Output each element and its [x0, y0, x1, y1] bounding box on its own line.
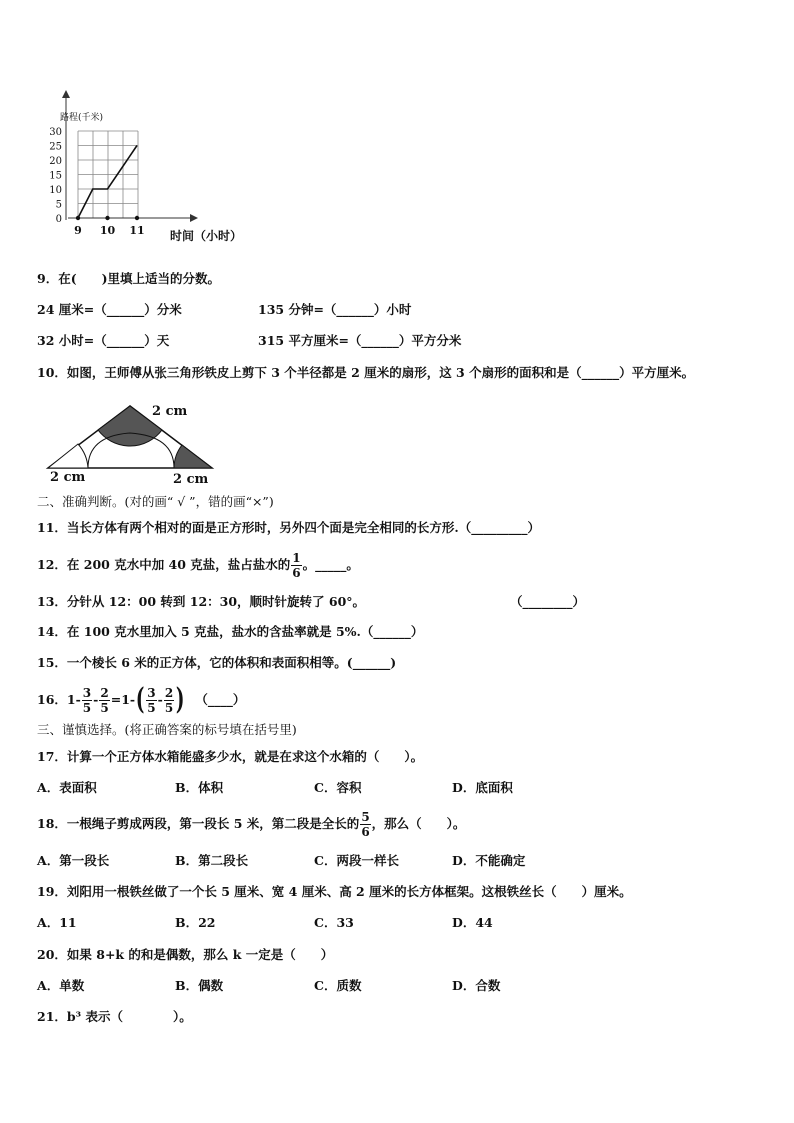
fraction-5-6	[360, 810, 370, 839]
question-18-option-c: C．两段一样长	[314, 853, 399, 868]
question-16	[37, 682, 245, 718]
y-tick-label: 30	[49, 127, 62, 138]
figure-label-right: 2 cm	[173, 472, 209, 486]
question-18-tail: ，那么（ ）。	[371, 816, 466, 831]
fraction-numerator: 1	[292, 550, 301, 565]
question-12-blank: 。_____。	[302, 557, 359, 572]
x-tick-label: 9	[74, 224, 82, 237]
question-17: 17．计算一个正方体水箱能盛多少水，就是在求这个水箱的（ ）。	[37, 749, 424, 764]
expr-minus-2: -	[157, 692, 163, 707]
question-19-option-d: D．44	[452, 915, 493, 930]
question-9-title: 9．在( )里填上适当的分数。	[37, 271, 221, 286]
question-16-blank: （____）	[195, 692, 246, 707]
figure-label-left: 2 cm	[50, 470, 86, 485]
x-axis-label: 时间（小时）	[170, 229, 243, 243]
x-tick-dot	[105, 216, 109, 220]
y-tick-label: 25	[49, 141, 62, 153]
x-tick-dot	[135, 216, 139, 220]
question-19-option-b: B．22	[175, 915, 216, 930]
y-tick-label: 15	[49, 170, 62, 182]
question-11: 11．当长方体有两个相对的面是正方形时，另外四个面是完全相同的长方形.（_________）	[37, 520, 540, 535]
question-16-label: 16．	[37, 692, 67, 707]
right-paren: )	[176, 682, 185, 717]
question-14: 14．在 100 克水里加入 5 克盐，盐水的含盐率就是 5%.（______）	[37, 624, 424, 639]
question-17-option-c: C．容积	[314, 780, 362, 795]
expr-minus: -	[93, 692, 99, 707]
frac-b-num: 2	[100, 685, 109, 700]
question-18-option-d: D．不能确定	[452, 853, 526, 868]
question-17-option-d: D．底面积	[452, 780, 513, 795]
question-13: 13．分针从 12：00 转到 12：30，顺时针旋转了 60°。	[37, 594, 366, 609]
frac-a-den: 5	[82, 700, 92, 715]
frac-c-num: 3	[147, 685, 156, 700]
series-line	[78, 146, 137, 219]
question-9-item-3: 32 小时=（______）天	[37, 333, 170, 348]
fraction-numerator: 5	[361, 809, 370, 824]
question-10: 10．如图，王师傅从张三角形铁皮上剪下 3 个半径都是 2 厘米的扇形，这 3 个扇形的面积和是（______）平方厘米。	[37, 365, 695, 380]
frac-c-den: 5	[147, 700, 156, 715]
fraction-denominator: 6	[361, 824, 370, 839]
y-axis-label: 路程(千米)	[60, 113, 104, 123]
question-19-option-c: C．33	[314, 915, 354, 930]
figure-label-top: 2 cm	[152, 404, 188, 419]
question-17-option-b: B．体积	[175, 780, 224, 795]
expr-eq: =1-	[110, 692, 136, 707]
fraction-1-6	[291, 551, 301, 580]
expr-one: 1-	[66, 692, 81, 707]
question-17-option-a: A．表面积	[37, 780, 97, 795]
question-18-option-b: B．第二段长	[175, 853, 249, 868]
question-19-option-a: A．11	[37, 915, 77, 930]
question-18	[37, 806, 465, 842]
y-tick-label: 10	[49, 185, 62, 196]
frac-a-num: 3	[82, 685, 92, 700]
question-9-item-4: 315 平方厘米=（______）平方分米	[258, 333, 462, 348]
y-tick-label: 5	[55, 199, 62, 211]
question-9-item-2: 135 分钟=（______）小时	[258, 302, 412, 317]
fraction-denominator: 6	[292, 565, 301, 580]
y-axis-arrow	[62, 90, 70, 98]
section-2-heading: 二、准确判断。(对的画“ √ ”，错的画“×”)	[37, 494, 274, 509]
section-3-heading: 三、谨慎选择。(将正确答案的标号填在括号里)	[37, 722, 297, 737]
x-tick-label: 11	[129, 224, 145, 237]
distance-time-chart	[40, 88, 260, 248]
frac-d-num: 2	[164, 685, 174, 700]
y-tick-label: 20	[49, 156, 62, 167]
frac-b-den: 5	[100, 700, 109, 715]
question-20-option-c: C．质数	[314, 978, 362, 993]
question-12	[37, 548, 359, 582]
question-18-option-a: A．第一段长	[37, 853, 110, 868]
question-13-blank: （________）	[510, 594, 586, 609]
question-20-option-a: A．单数	[37, 978, 85, 993]
question-12-text: 12．在 200 克水中加 40 克盐，盐占盐水的	[37, 557, 291, 572]
question-20: 20．如果 8+k 的和是偶数，那么 k 一定是（ ）	[37, 947, 334, 962]
question-18-text: 18．一根绳子剪成两段，第一段长 5 米，第二段是全长的	[37, 816, 360, 831]
x-tick-label: 10	[99, 224, 116, 237]
triangle-sector-figure	[40, 398, 230, 486]
question-20-option-d: D．合数	[452, 978, 501, 993]
question-21: 21．b³ 表示（ ）。	[37, 1009, 192, 1024]
y-tick-label: 0	[55, 214, 62, 225]
question-9-item-1: 24 厘米=（______）分米	[37, 302, 182, 317]
question-19: 19．刘阳用一根铁丝做了一个长 5 厘米、宽 4 厘米、高 2 厘米的长方体框架。这根铁丝长（ ）厘米。	[37, 884, 632, 899]
left-paren: (	[135, 682, 145, 717]
x-axis-arrow	[190, 214, 198, 222]
question-15: 15．一个棱长 6 米的正方体，它的体积和表面积相等。(______)	[37, 655, 397, 670]
frac-d-den: 5	[164, 700, 174, 715]
question-20-option-b: B．偶数	[175, 978, 224, 993]
